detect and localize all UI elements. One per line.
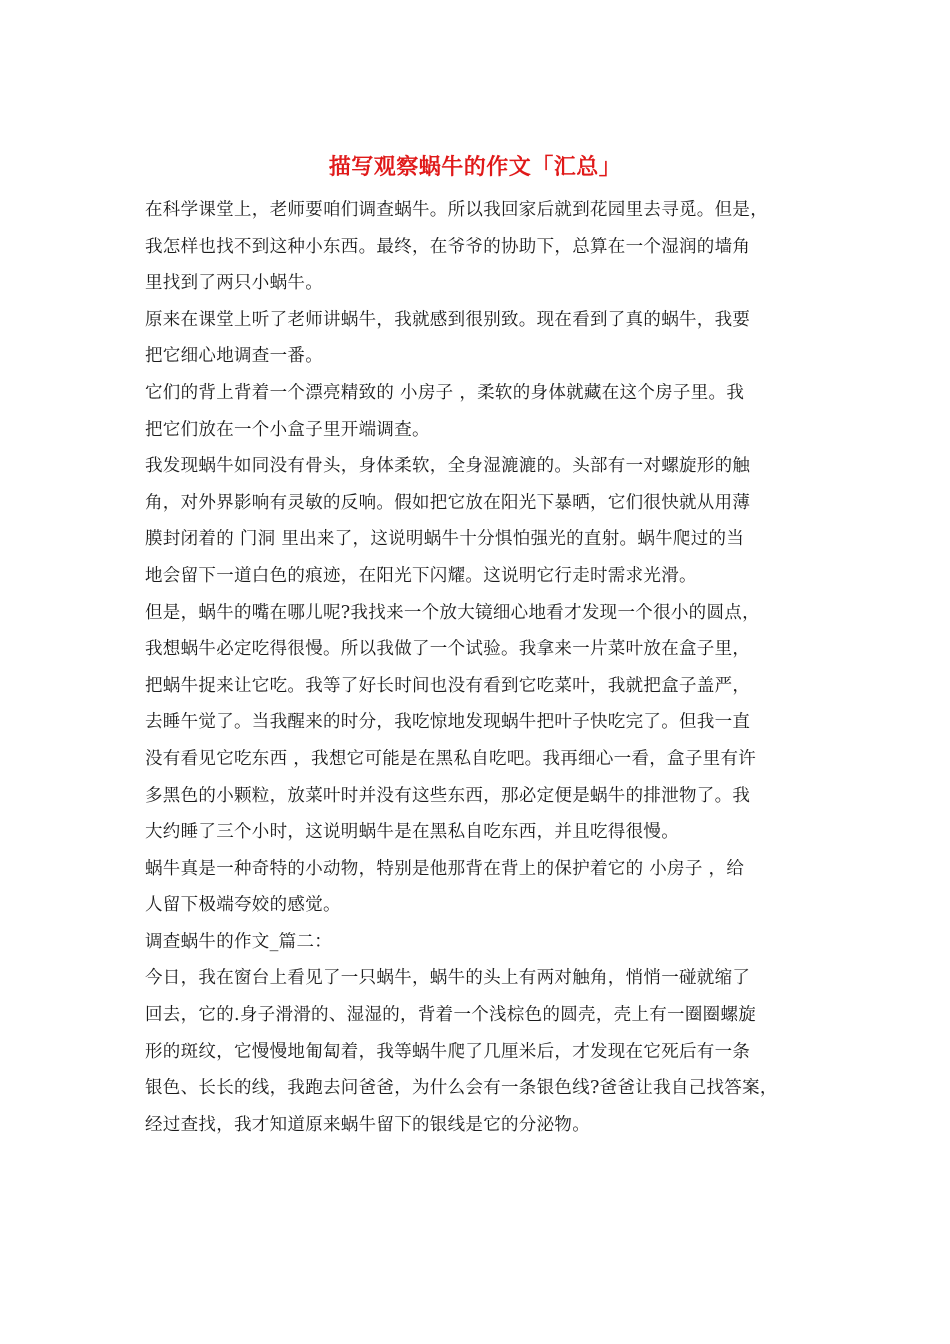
text-line: 但是，蜗牛的嘴在哪儿呢?我找来一个放大镜细心地看才发现一个很小的圆点，	[145, 602, 760, 623]
text-line: 把它细心地调查一番。	[145, 346, 323, 367]
text-line: 我怎样也找不到这种小东西。最终，在爷爷的协助下，总算在一个湿润的墙角	[145, 236, 751, 257]
text-line: 膜封闭着的 门洞 里出来了，这说明蜗牛十分惧怕强光的直射。蜗牛爬过的当	[145, 529, 745, 550]
text-line: 我发现蜗牛如同没有骨头，身体柔软，全身湿漉漉的。头部有一对螺旋形的触	[145, 456, 751, 477]
text-line: 蜗牛真是一种奇特的小动物，特别是他那背在背上的保护着它的 小房子 ，给	[145, 858, 745, 879]
text-line: 我想蜗牛必定吃得很慢。所以我做了一个试验。我拿来一片菜叶放在盒子里，	[145, 639, 751, 660]
text-line: 把蜗牛捉来让它吃。我等了好长时间也没有看到它吃菜叶，我就把盒子盖严，	[145, 675, 751, 696]
text-line: 没有看见它吃东西 ，我想它可能是在黑私自吃吧。我再细心一看，盒子里有许	[145, 748, 757, 769]
text-line: 多黑色的小颗粒，放菜叶时并没有这些东西，那必定便是蜗牛的排泄物了。我	[145, 785, 751, 806]
text-line: 地会留下一道白色的痕迹，在阳光下闪耀。这说明它行走时需求光滑。	[145, 565, 697, 586]
text-line: 经过查找，我才知道原来蜗牛留下的银线是它的分泌物。	[145, 1114, 590, 1135]
text-line: 角，对外界影响有灵敏的反响。假如把它放在阳光下暴晒，它们很快就从用薄	[145, 492, 751, 513]
text-line: 原来在课堂上听了老师讲蜗牛，我就感到很别致。现在看到了真的蜗牛，我要	[145, 309, 751, 330]
text-line: 人留下极端夸姣的感觉。	[145, 895, 341, 916]
text-line: 银色、长长的线，我跑去问爸爸，为什么会有一条银色线?爸爸让我自己找答案，	[145, 1078, 778, 1099]
text-line: 去睡午觉了。当我醒来的时分，我吃惊地发现蜗牛把叶子快吃完了。但我一直	[145, 712, 751, 733]
document-body	[145, 192, 817, 1143]
text-line: 里找到了两只小蜗牛。	[145, 273, 323, 294]
text-line: 调查蜗牛的作文_篇二：	[145, 931, 333, 952]
text-line: 它们的背上背着一个漂亮精致的 小房子 ，柔软的身体就藏在这个房子里。我	[145, 382, 745, 403]
text-line: 在科学课堂上，老师要咱们调查蜗牛。所以我回家后就到花园里去寻觅。但是，	[145, 200, 768, 220]
text-line: 回去，它的.身子滑滑的、湿湿的，背着一个浅棕色的圆壳，壳上有一圈圈螺旋	[145, 1005, 757, 1026]
text-line: 大约睡了三个小时，这说明蜗牛是在黑私自吃东西，并且吃得很慢。	[145, 822, 679, 843]
text-line: 今日，我在窗台上看见了一只蜗牛，蜗牛的头上有两对触角，悄悄一碰就缩了	[145, 968, 751, 989]
text-line: 形的斑纹，它慢慢地匍匐着，我等蜗牛爬了几厘米后，才发现在它死后有一条	[145, 1041, 751, 1062]
document-title: 描写观察蜗牛的作文「汇总」	[328, 154, 622, 180]
text-line: 把它们放在一个小盒子里开端调查。	[145, 419, 430, 440]
